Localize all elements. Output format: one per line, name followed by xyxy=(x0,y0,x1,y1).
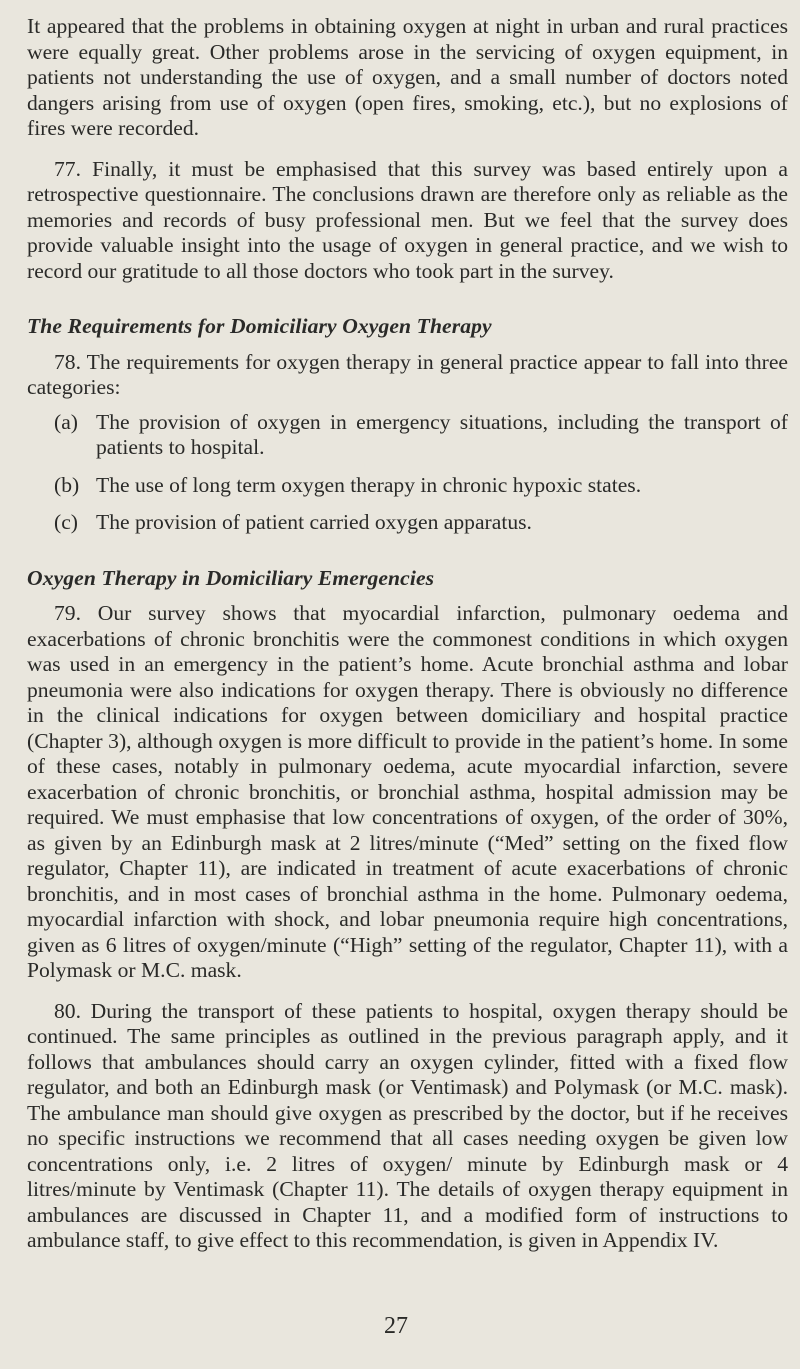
list-item xyxy=(27,510,788,536)
page-number: 27 xyxy=(384,1313,408,1339)
paragraph-80: 80. During the transport of these patients to hospital, oxygen therapy should be continued. The same principles as outlined in the previous paragraph apply, and it follows that ambulances should carry an oxygen cylinder, fitted with a fixed flow regulator, and both an Edinburgh mask (or Ventimask) and Polymask (or M.C. mask). The ambulance man should give oxygen as prescribed by the doctor, but if he receives no specific instructions we recommend that all cases needing oxygen be given low concentrations only, i.e. 2 litres of oxygen/ minute by Edinburgh mask or 4 litres/minute by Ventimask (Chapter 11). The details of oxygen therapy equipment in ambulances are discussed in Chapter 11, and a modified form of instructions to ambulance staff, to give effect to this recommendation, is given in Appendix IV. xyxy=(27,998,788,1252)
section-heading-emergencies: Oxygen Therapy in Domiciliary Emergencies xyxy=(27,565,435,590)
paragraph-79: 79. Our survey shows that myocardial infarction, pulmonary oedema and exacerbations of chronic bronchitis were the commonest conditions in which oxygen was used in an emergency in the patient’s home. Acute bronchial asthma and lobar pneumonia were also indications for oxygen therapy. There is obviously no difference in the clinical indications for oxygen between domiciliary and hospital practice (Chapter 3), although oxygen is more difficult to provide in the patient’s home. In some of these cases, notably in pulmonary oedema, acute myocardial infarction, severe exacerbation of chronic bronchitis, or bronchial asthma, hospital admission may be required. We must emphasise that low concentrations of oxygen, of the order of 30%, as given by an Edinburgh mask at 2 litres/minute (“Med” setting on the fixed flow regulator, Chapter 11), are indicated in treatment of acute exacerbations of chronic bronchitis, and in most cases of bronchial asthma in the home. Pulmonary oedema, myocardial infarction with shock, and lobar pneumonia require high concentrations, given as 6 litres of oxygen/minute (“High” setting of the regulator, Chapter 11), with a Polymask or M.C. mask. xyxy=(27,601,788,982)
paragraph-76-continued: It appeared that the problems in obtaining oxygen at night in urban and rural practices were equally great. Other problems arose in the servicing of oxygen equipment, in patients not understanding the use of oxygen, and a small number of doctors noted dangers arising from use of oxygen (open fires, smoking, etc.), but no explosions of fires were recorded. xyxy=(27,14,788,140)
list-item xyxy=(27,473,788,499)
list-item xyxy=(27,410,788,461)
list-item-text: The provision of oxygen in emergency situations, including the transport of patients to hospital. xyxy=(96,409,788,459)
requirements-list xyxy=(27,410,788,536)
list-item-text: The use of long term oxygen therapy in chronic hypoxic states. xyxy=(96,472,642,497)
list-item-label: (c) xyxy=(54,510,78,534)
paragraph-78: 78. The requirements for oxygen therapy in general practice appear to fall into three categories: xyxy=(27,349,788,399)
paragraph-77: 77. Finally, it must be emphasised that this survey was based entirely upon a retrospective questionnaire. The conclusions drawn are therefore only as reliable as the memories and records of busy professional men. But we feel that the survey does provide valuable insight into the usage of oxygen in general practice, and we wish to record our gratitude to all those doctors who took part in the survey. xyxy=(27,156,788,283)
section-heading-requirements: The Requirements for Domiciliary Oxygen Therapy xyxy=(27,314,492,338)
list-item-label: (b) xyxy=(54,472,80,497)
list-item-text: The provision of patient carried oxygen apparatus. xyxy=(96,510,532,534)
list-item-label: (a) xyxy=(54,409,78,434)
